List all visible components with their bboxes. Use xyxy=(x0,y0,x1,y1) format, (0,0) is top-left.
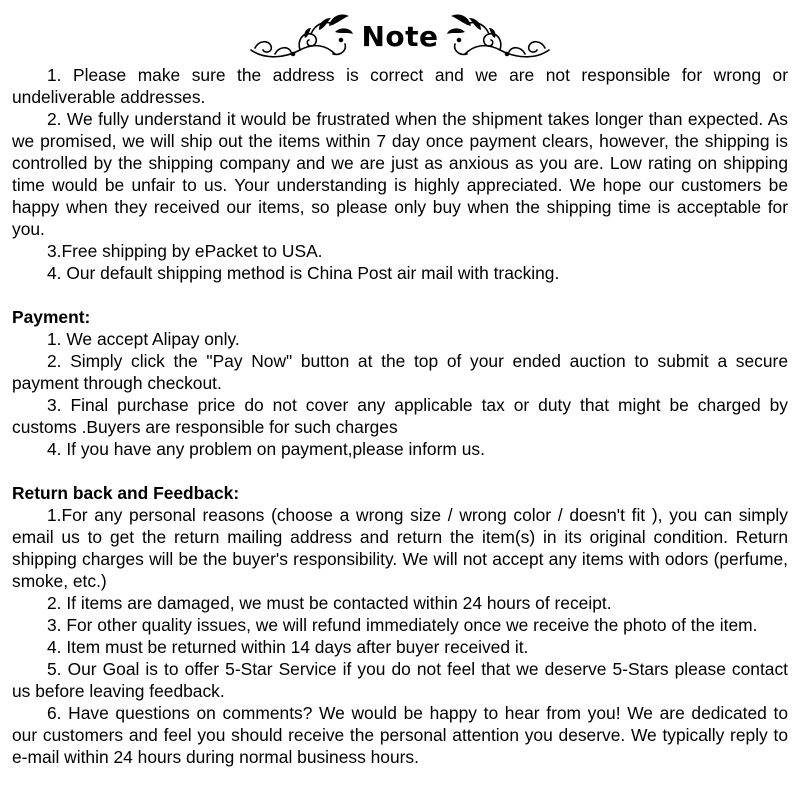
floral-swirl-icon xyxy=(445,10,555,62)
policy-content xyxy=(12,64,788,768)
payment-item: 4. If you have any problem on payment,please inform us. xyxy=(47,439,485,459)
payment-section xyxy=(12,306,788,460)
returns-item: 3. For other quality issues, we will refund immediately once we receive the photo of the item. xyxy=(47,615,758,635)
returns-heading: Return back and Feedback: xyxy=(12,483,240,503)
returns-item: 2. If items are damaged, we must be contacted within 24 hours of receipt. xyxy=(47,593,612,613)
payment-item: 1. We accept Alipay only. xyxy=(47,329,240,349)
returns-item: 6. Have questions on comments? We would be happy to hear from you! We are dedicated to our customers and feel you should receive the personal attention you deserve. We typically reply to e-mail within 24 hours during normal business hours. xyxy=(12,703,788,767)
payment-item: 2. Simply click the "Pay Now" button at the top of your ended auction to submit a secure payment through checkout. xyxy=(12,351,788,393)
returns-item: 4. Item must be returned within 14 days after buyer received it. xyxy=(47,637,529,657)
section-spacer xyxy=(12,284,788,306)
note-title: Note xyxy=(361,19,439,53)
note-header xyxy=(0,6,800,66)
payment-item: 3. Final purchase price do not cover any applicable tax or duty that might be charged by customs .Buyers are responsible for such charges xyxy=(12,395,788,437)
section-spacer xyxy=(12,460,788,482)
note-item: 3.Free shipping by ePacket to USA. xyxy=(47,241,323,261)
returns-section xyxy=(12,482,788,768)
note-item: 2. We fully understand it would be frustrated when the shipment takes longer than expected. As we promised, we will ship out the items within 7 day once payment clears, however, the shipping is controlled by the shipping company and we are just as anxious as you are. Low rating on shipping time would be unfair to us. Your understanding is highly appreciated. We hope our customers be happy when they received our items, so please only buy when the shipping time is acceptable for you. xyxy=(12,109,788,239)
note-item: 1. Please make sure the address is correct and we are not responsible for wrong or undeliverable addresses. xyxy=(12,65,788,107)
note-section xyxy=(12,64,788,284)
returns-item: 5. Our Goal is to offer 5-Star Service if you do not feel that we deserve 5-Stars please contact us before leaving feedback. xyxy=(12,659,788,701)
payment-heading: Payment: xyxy=(12,307,91,327)
note-item: 4. Our default shipping method is China Post air mail with tracking. xyxy=(47,263,560,283)
floral-swirl-icon xyxy=(245,10,355,62)
returns-item: 1.For any personal reasons (choose a wrong size / wrong color / doesn't fit ), you can simply email us to get the return mailing address and return the item(s) in its original condition. Return shipping charges will be the buyer's responsibility. We will not accept any items with odors (perfume, smoke, etc.) xyxy=(12,505,788,591)
